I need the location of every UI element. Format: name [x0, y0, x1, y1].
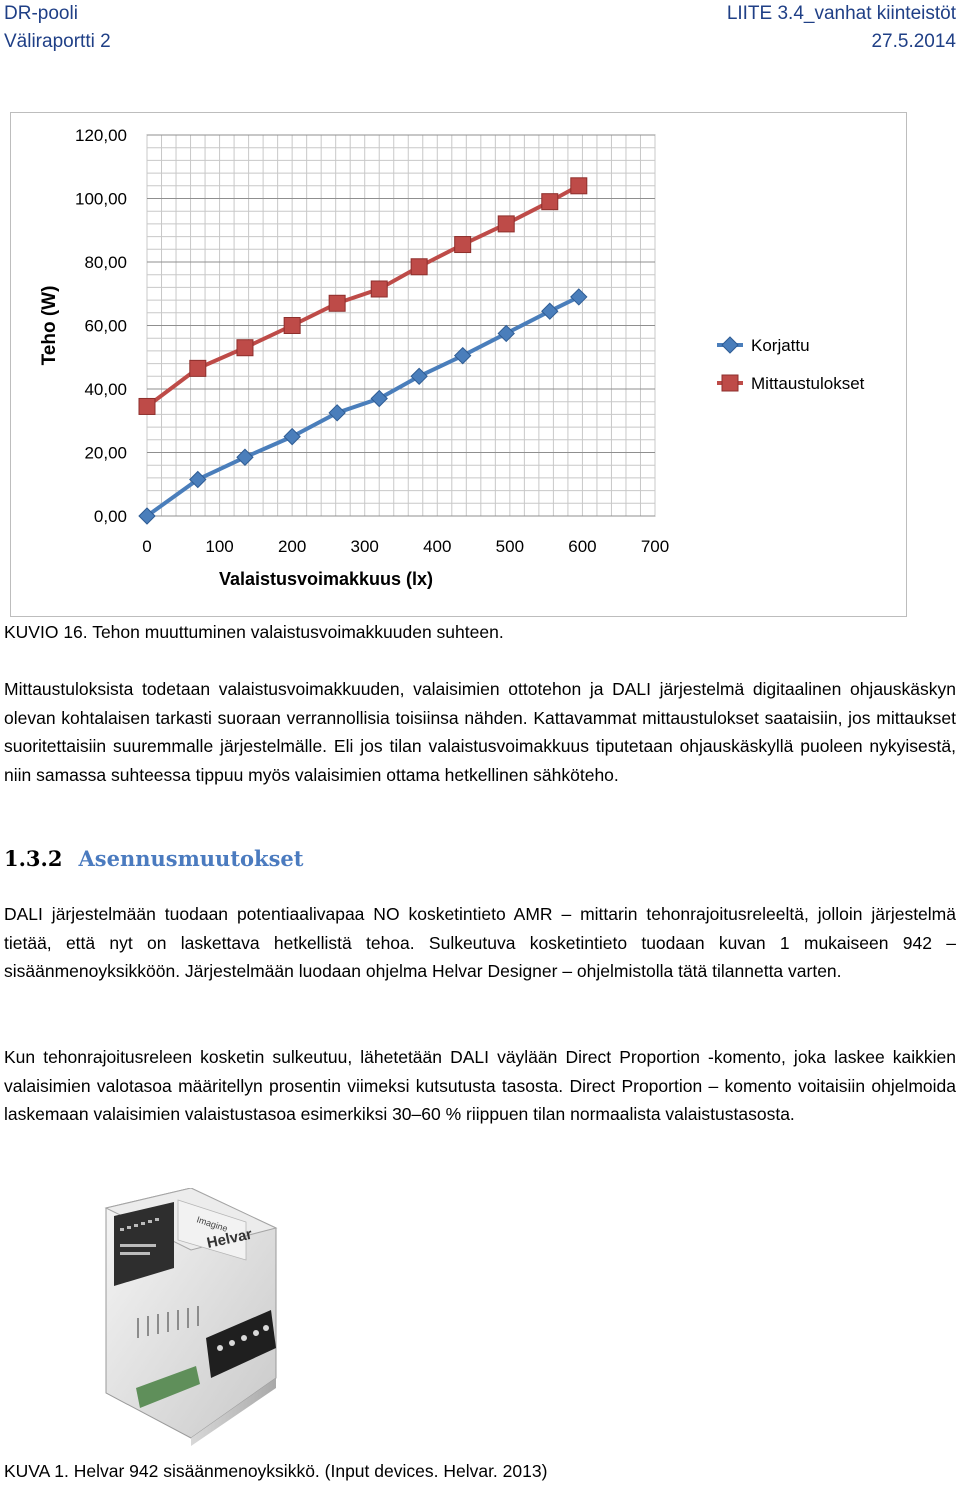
y-tick-label: 100,00 [75, 189, 127, 209]
data-point-mittaustulokset [139, 398, 155, 414]
chart-caption: KUVIO 16. Tehon muuttuminen valaistusvoimakkuuden suhteen. [4, 622, 504, 642]
x-tick-label: 500 [495, 537, 525, 556]
device-brand-label: Helvar [205, 1225, 254, 1252]
header-title: DR-pooli [4, 3, 78, 24]
x-tick-label: 200 [277, 537, 307, 556]
y-axis-title: Teho (W) [39, 285, 60, 366]
paragraph-direct-proportion: Kun tehonrajoitusreleen kosketin sulkeutuu, lähetetään DALI väylään Direct Proportion -komento, joka laskee kaikkien valaisimien valotasoa määritellyn prosentin viimeksi kutsutusta tasosta. Direct Proportion – komento voitaisiin ohjelmoida laskemaan valaisimien valaistustasoa esimerkiksi 30–60 % riippuen tilan normaalista valaistustasosta. [4, 1047, 956, 1124]
legend-label-korjattu: Korjattu [751, 336, 810, 355]
section-title: Asennusmuutokset [78, 846, 304, 871]
x-tick-label: 600 [568, 537, 597, 556]
data-point-mittaustulokset [455, 237, 471, 253]
x-tick-label: 0 [142, 537, 152, 556]
data-point-korjattu [722, 337, 738, 353]
data-point-mittaustulokset [722, 375, 738, 391]
x-tick-label: 300 [350, 537, 379, 556]
chart-svg [11, 113, 906, 616]
legend-label-mittaustulokset: Mittaustulokset [751, 374, 865, 393]
photo-caption: KUVA 1. Helvar 942 sisäänmenoyksikkö. (Input devices. Helvar. 2013) [4, 1461, 548, 1481]
y-tick-label: 80,00 [84, 253, 127, 272]
helvar-942-device-image [96, 1188, 286, 1448]
data-point-mittaustulokset [284, 318, 300, 334]
data-point-mittaustulokset [371, 281, 387, 297]
y-tick-label: 120,00 [75, 126, 127, 145]
y-tick-label: 20,00 [84, 443, 127, 463]
data-point-mittaustulokset [190, 360, 206, 376]
header-date: 27.5.2014 [871, 31, 956, 52]
power-chart [10, 112, 907, 617]
y-tick-label: 40,00 [84, 380, 127, 399]
header-appendix: LIITE 3.4_vanhat kiinteistöt [726, 3, 956, 24]
data-point-mittaustulokset [411, 259, 427, 275]
x-axis-title: Valaistusvoimakkuus (lx) [218, 569, 434, 589]
x-tick-label: 400 [423, 537, 452, 556]
paragraph-results: Mittaustuloksista todetaan valaistusvoimakkuuden, valaisimien ottotehon ja DALI järjestelmä digitaalinen ohjauskäskyn olevan kohtalaisen tarkasti suoraan verrannollisia toisiinsa nähden. Kattavammat mittaustulokset saataisiin, jos mittaukset suoritettaisiin suuremmalle järjestelmälle. Eli jos tilan valaistusvoimakkuus tiputetaan ohjauskäskyllä puoleen nykyisestä, niin samassa suhteessa tippuu myös valaisimien ottama hetkellinen sähköteho. [4, 679, 956, 785]
header-subtitle: Väliraportti 2 [4, 31, 111, 52]
y-tick-label: 60,00 [84, 316, 127, 336]
header-left [4, 0, 111, 56]
device-product-label: Imagine [195, 1214, 229, 1234]
section-heading [4, 844, 303, 874]
data-point-mittaustulokset [498, 216, 514, 232]
x-tick-label: 700 [640, 537, 670, 556]
header-right [727, 0, 956, 56]
y-tick-label: 0,00 [93, 507, 127, 526]
paragraph-installation: DALI järjestelmään tuodaan potentiaalivapaa NO kosketintieto AMR – mittarin tehonrajoitusreleeltä, jolloin järjestelmä tietää, että nyt on laskettava hetkellistä tehoa. Sulkeutuva kosketintieto tuodaan kuvan 1 mukaiseen 942 – sisäänmenoyksikköön. Järjestelmään luodaan ohjelma Helvar Designer – ohjelmistolla tätä tilannetta varten. [4, 904, 956, 981]
data-point-mittaustulokset [542, 194, 558, 210]
data-point-mittaustulokset [571, 178, 587, 194]
data-point-mittaustulokset [237, 340, 253, 356]
data-point-mittaustulokset [329, 295, 345, 311]
section-number: 1.3.2 [4, 846, 63, 871]
x-tick-label: 100 [205, 537, 234, 556]
